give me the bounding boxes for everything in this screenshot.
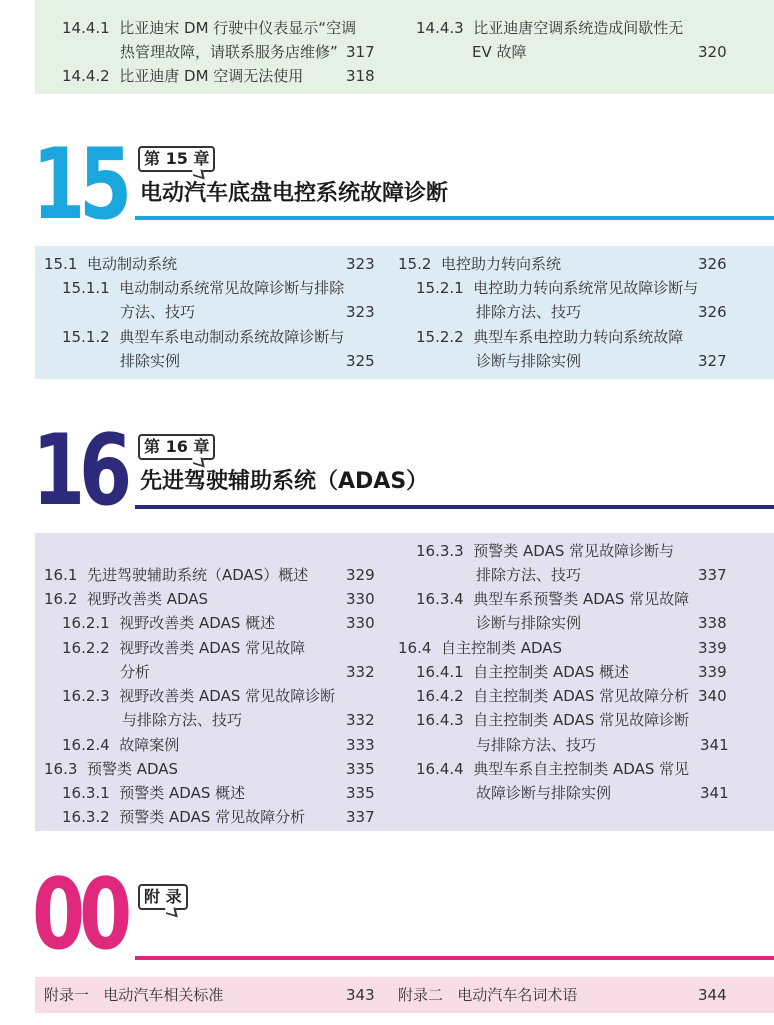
chapter-15-number: 15: [32, 128, 126, 242]
entry-page: 330: [346, 590, 375, 608]
entry-number: 16.3.3: [416, 542, 464, 560]
entry-number: 15.2.1: [416, 279, 464, 297]
toc-entry-appendix-1[interactable]: [44, 985, 223, 1005]
entry-title-cont: 排除实例: [120, 352, 181, 370]
toc-entry-14-4-2[interactable]: [62, 66, 303, 86]
entry-page: 330: [346, 614, 375, 632]
entry-page: 326: [698, 255, 727, 273]
entry-page: 329: [346, 566, 375, 584]
toc-entry-16-3-1[interactable]: [62, 783, 245, 803]
entry-title-cont: 方法、技巧: [120, 303, 196, 321]
entry-title-cont: 分析: [120, 663, 151, 681]
entry-page: 338: [698, 614, 727, 632]
entry-title: 电动制动系统常见故障诊断与排除: [119, 279, 345, 297]
entry-number: 16.3.2: [62, 808, 110, 826]
entry-title: 比亚迪宋 DM 行驶中仪表显示“空调: [119, 19, 357, 37]
entry-page: 340: [698, 687, 727, 705]
entry-number: 16.4: [398, 639, 432, 657]
toc-entry-16-3-2[interactable]: [62, 807, 305, 827]
chapter-15-title: 电动汽车底盘电控系统故障诊断: [140, 181, 449, 206]
entry-title: 视野改善类 ADAS 常见故障: [119, 639, 306, 657]
entry-title: 比亚迪唐 DM 空调无法使用: [119, 67, 304, 85]
entry-number: 15.2.2: [416, 328, 464, 346]
entry-number: 16.4.4: [416, 760, 464, 778]
entry-page: 320: [698, 43, 727, 61]
entry-number: 16.2: [44, 590, 78, 608]
entry-title: 预警类 ADAS: [86, 760, 179, 778]
entry-title: 预警类 ADAS 常见故障分析: [119, 808, 306, 826]
entry-title: 故障案例: [119, 736, 180, 754]
entry-number: 16.4.2: [416, 687, 464, 705]
entry-title: 预警类 ADAS 常见故障诊断与: [473, 542, 675, 560]
entry-number: 附录二: [398, 986, 444, 1004]
entry-page: 335: [346, 760, 375, 778]
toc-entry-16-3-4[interactable]: [416, 589, 689, 609]
entry-title-cont: 排除方法、技巧: [476, 303, 582, 321]
entry-page: 341: [700, 736, 729, 754]
entry-title: 视野改善类 ADAS 概述: [119, 614, 276, 632]
entry-title-cont: 排除方法、技巧: [476, 566, 582, 584]
entry-title-cont: 热管理故障，请联系服务店维修”: [120, 43, 338, 61]
entry-title: 电控助力转向系统常见故障诊断与: [473, 279, 699, 297]
entry-number: 15.1.2: [62, 328, 110, 346]
entry-page: 327: [698, 352, 727, 370]
entry-page: 323: [346, 255, 375, 273]
chapter-16-tag: 第 16 章: [138, 434, 215, 460]
entry-page: 343: [346, 986, 375, 1004]
entry-page: 317: [346, 43, 375, 61]
toc-entry-16-2-4[interactable]: [62, 735, 179, 755]
chapter-15-rule: [135, 216, 774, 220]
entry-title-cont: 诊断与排除实例: [476, 352, 582, 370]
entry-page: 332: [346, 711, 375, 729]
entry-title-cont: 与排除方法、技巧: [122, 711, 243, 729]
toc-entry-16-4-4[interactable]: [416, 759, 689, 779]
toc-entry-14-4-3[interactable]: [416, 18, 683, 38]
toc-entry-14-4-1[interactable]: [62, 18, 356, 38]
entry-number: 16.2.3: [62, 687, 110, 705]
entry-title: 自主控制类 ADAS 常见故障分析: [473, 687, 690, 705]
entry-title: 先进驾驶辅助系统（ADAS）概述: [86, 566, 309, 584]
entry-title: 电动汽车名词术语: [457, 986, 578, 1004]
entry-title: 典型车系电控助力转向系统故障: [473, 328, 684, 346]
entry-page: 335: [346, 784, 375, 802]
toc-entry-16-4-3[interactable]: [416, 710, 689, 730]
toc-entry-16-4[interactable]: [398, 638, 562, 658]
entry-number: 16.4.3: [416, 711, 464, 729]
entry-title: 自主控制类 ADAS 概述: [473, 663, 630, 681]
entry-page: 337: [346, 808, 375, 826]
toc-entry-16-2-1[interactable]: [62, 613, 275, 633]
entry-number: 14.4.2: [62, 67, 110, 85]
toc-entry-15-1[interactable]: [44, 254, 177, 274]
toc-entry-15-2-2[interactable]: [416, 327, 683, 347]
entry-title: 预警类 ADAS 概述: [119, 784, 246, 802]
chapter-15-tag: 第 15 章: [138, 146, 215, 172]
entry-page: 326: [698, 303, 727, 321]
entry-number: 15.1.1: [62, 279, 110, 297]
entry-number: 16.3.1: [62, 784, 110, 802]
toc-entry-16-1[interactable]: [44, 565, 308, 585]
entry-page: 332: [346, 663, 375, 681]
entry-number: 14.4.1: [62, 19, 110, 37]
entry-page: 325: [346, 352, 375, 370]
entry-title-cont: EV 故障: [472, 43, 527, 61]
entry-page: 318: [346, 67, 375, 85]
entry-number: 16.4.1: [416, 663, 464, 681]
entry-title-cont: 故障诊断与排除实例: [476, 784, 612, 802]
entry-title: 自主控制类 ADAS 常见故障诊断: [473, 711, 690, 729]
entry-number: 15.1: [44, 255, 78, 273]
entry-title: 视野改善类 ADAS: [86, 590, 209, 608]
chapter-16-rule: [135, 505, 774, 509]
entry-title: 视野改善类 ADAS 常见故障诊断: [119, 687, 336, 705]
entry-number: 16.3: [44, 760, 78, 778]
appendix-number: 00: [32, 858, 126, 972]
entry-page: 339: [698, 663, 727, 681]
entry-page: 337: [698, 566, 727, 584]
entry-title: 电控助力转向系统: [440, 255, 561, 273]
entry-number: 16.3.4: [416, 590, 464, 608]
entry-title: 比亚迪唐空调系统造成间歇性无: [473, 19, 684, 37]
toc-entry-15-2[interactable]: [398, 254, 561, 274]
toc-entry-16-2[interactable]: [44, 589, 208, 609]
toc-entry-15-2-1[interactable]: [416, 278, 698, 298]
toc-entry-15-1-1[interactable]: [62, 278, 344, 298]
chapter-16-title: 先进驾驶辅助系统（ADAS）: [140, 469, 429, 494]
toc-entry-15-1-2[interactable]: [62, 327, 344, 347]
entry-number: 16.1: [44, 566, 78, 584]
toc-entry-16-2-2[interactable]: [62, 638, 305, 658]
toc-entry-16-2-3[interactable]: [62, 686, 335, 706]
entry-number: 16.2.1: [62, 614, 110, 632]
entry-title: 电动汽车相关标准: [103, 986, 224, 1004]
entry-title-cont: 诊断与排除实例: [476, 614, 582, 632]
entry-page: 333: [346, 736, 375, 754]
entry-title: 典型车系自主控制类 ADAS 常见: [473, 760, 690, 778]
entry-page: 341: [700, 784, 729, 802]
toc-entry-16-4-1[interactable]: [416, 662, 629, 682]
chapter-16-number: 16: [32, 414, 126, 528]
toc-entry-16-3[interactable]: [44, 759, 178, 779]
entry-title: 典型车系预警类 ADAS 常见故障: [473, 590, 690, 608]
toc-entry-16-4-2[interactable]: [416, 686, 689, 706]
entry-page: 323: [346, 303, 375, 321]
toc-entry-16-3-3[interactable]: [416, 541, 674, 561]
entry-number: 附录一: [44, 986, 90, 1004]
toc-entry-appendix-2[interactable]: [398, 985, 577, 1005]
entry-number: 16.2.4: [62, 736, 110, 754]
appendix-tag: 附 录: [138, 884, 188, 910]
entry-title: 典型车系电动制动系统故障诊断与: [119, 328, 345, 346]
entry-title-cont: 与排除方法、技巧: [476, 736, 597, 754]
entry-page: 339: [698, 639, 727, 657]
entry-title: 自主控制类 ADAS: [440, 639, 563, 657]
entry-title: 电动制动系统: [86, 255, 177, 273]
entry-number: 15.2: [398, 255, 432, 273]
entry-number: 14.4.3: [416, 19, 464, 37]
entry-page: 344: [698, 986, 727, 1004]
appendix-rule: [135, 956, 774, 960]
entry-number: 16.2.2: [62, 639, 110, 657]
